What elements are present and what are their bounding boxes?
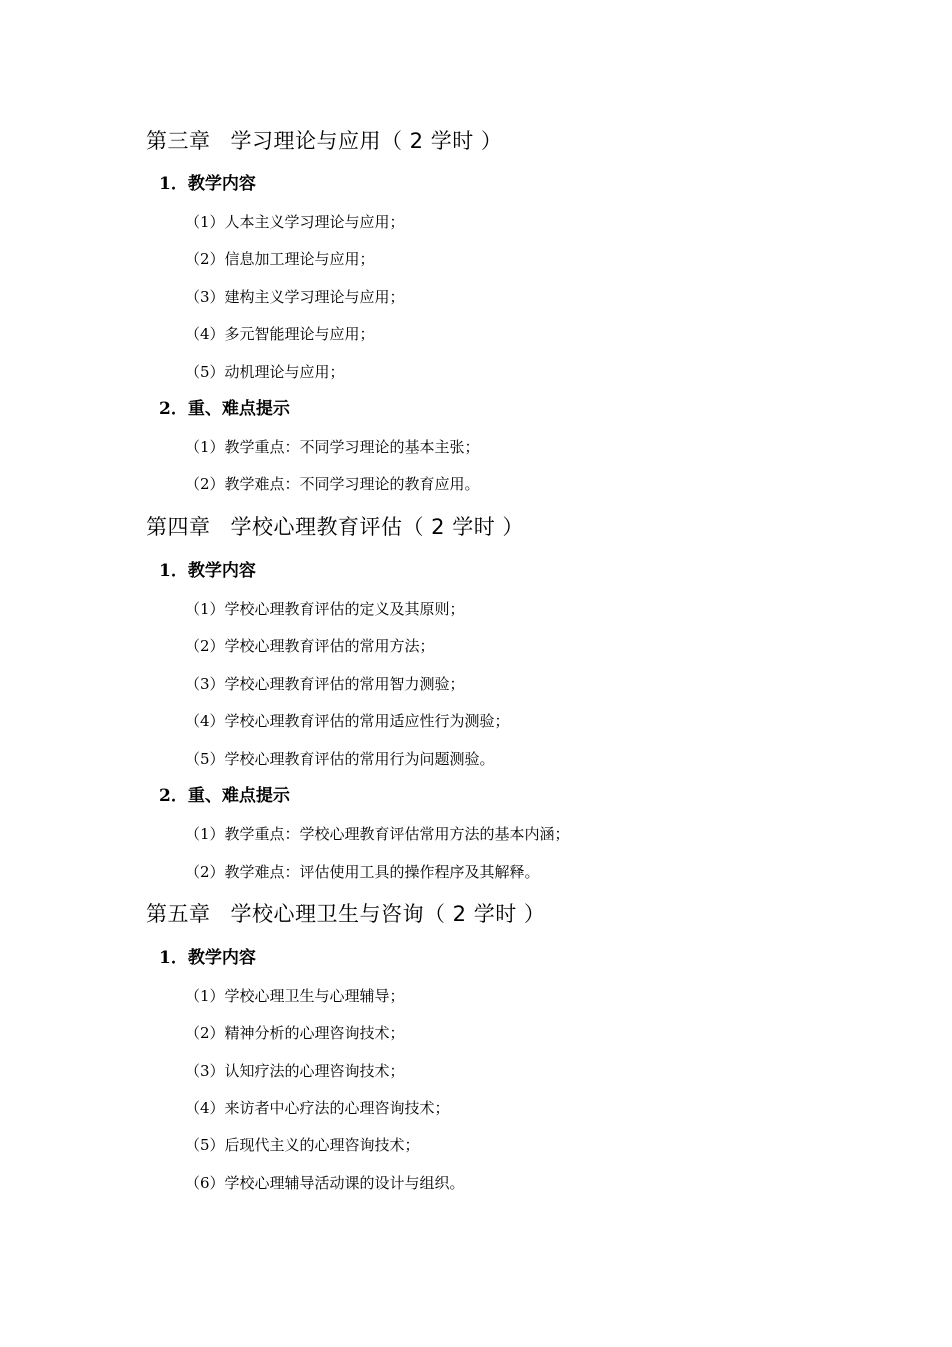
- chapter-3-heading: [146, 127, 502, 155]
- chapter-3-content-item-2: （2）信息加工理论与应用；: [185, 250, 375, 268]
- chapter-3-key-item-1: （1）教学重点：不同学习理论的基本主张；: [185, 438, 480, 456]
- chapter-4-title: 学校心理教育评估（ 2 学时 ）: [230, 515, 524, 539]
- chapter-4-key-item-1: （1）教学重点：学校心理教育评估常用方法的基本内涵；: [185, 825, 570, 843]
- chapter-5-content-heading: 1．教学内容: [159, 948, 256, 968]
- chapter-4-content-item-2: （2）学校心理教育评估的常用方法；: [185, 637, 435, 655]
- chapter-5-title: 学校心理卫生与咨询（ 2 学时 ）: [230, 902, 546, 926]
- chapter-3-content-item-5: （5）动机理论与应用；: [185, 363, 345, 381]
- chapter-4-key-heading: 2．重、难点提示: [159, 786, 290, 806]
- chapter-5-content-item-1: （1）学校心理卫生与心理辅导；: [185, 987, 405, 1005]
- chapter-4-content-item-5: （5）学校心理教育评估的常用行为问题测验。: [185, 750, 495, 768]
- chapter-4-content-item-3: （3）学校心理教育评估的常用智力测验；: [185, 675, 465, 693]
- chapter-5-content-item-5: （5）后现代主义的心理咨询技术；: [185, 1136, 420, 1154]
- chapter-3-title: 学习理论与应用（ 2 学时 ）: [230, 129, 503, 153]
- chapter-4-key-item-2: （2）教学难点：评估使用工具的操作程序及其解释。: [185, 863, 540, 881]
- chapter-5-content-item-3: （3）认知疗法的心理咨询技术；: [185, 1062, 405, 1080]
- chapter-4-content-item-1: （1）学校心理教育评估的定义及其原则；: [185, 600, 465, 618]
- chapter-5-content-item-6: （6）学校心理辅导活动课的设计与组织。: [185, 1174, 465, 1192]
- chapter-5-content-item-2: （2）精神分析的心理咨询技术；: [185, 1024, 405, 1042]
- chapter-3-content-item-4: （4）多元智能理论与应用；: [185, 325, 375, 343]
- chapter-5-heading: [146, 900, 545, 928]
- chapter-4-number: 第四章: [146, 515, 211, 539]
- chapter-5-number: 第五章: [146, 902, 211, 926]
- chapter-3-content-item-1: （1）人本主义学习理论与应用；: [185, 213, 405, 231]
- chapter-3-key-heading: 2．重、难点提示: [159, 399, 290, 419]
- chapter-4-heading: [146, 513, 524, 541]
- chapter-3-content-heading: 1．教学内容: [159, 174, 256, 194]
- chapter-3-content-item-3: （3）建构主义学习理论与应用；: [185, 288, 405, 306]
- chapter-4-content-heading: 1．教学内容: [159, 561, 256, 581]
- chapter-4-content-item-4: （4）学校心理教育评估的常用适应性行为测验；: [185, 712, 510, 730]
- chapter-3-number: 第三章: [146, 129, 211, 153]
- chapter-5-content-item-4: （4）来访者中心疗法的心理咨询技术；: [185, 1099, 450, 1117]
- chapter-3-key-item-2: （2）教学难点：不同学习理论的教育应用。: [185, 475, 480, 493]
